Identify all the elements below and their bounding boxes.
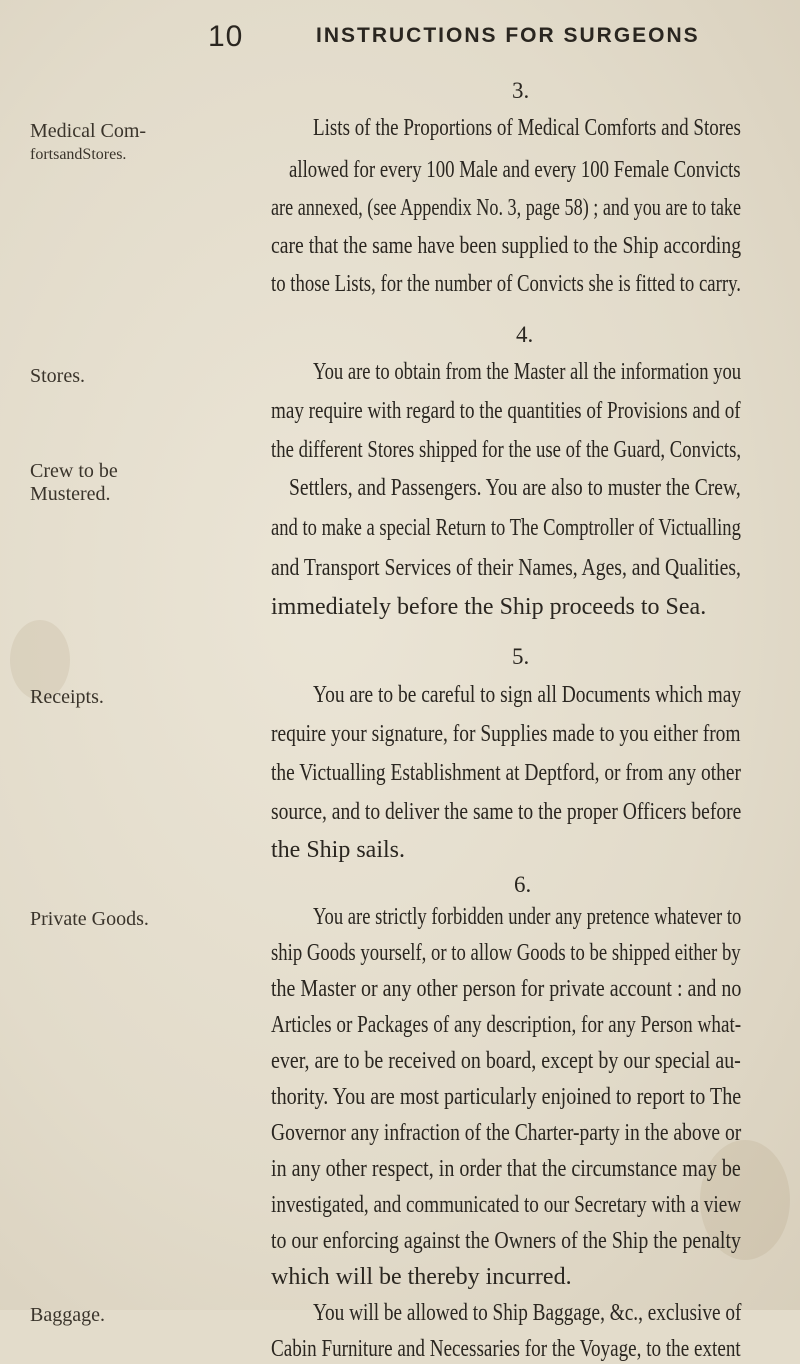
margin-note (30, 1304, 210, 1327)
section-number: 3. (512, 78, 530, 103)
margin-note-line: Private Goods. (30, 908, 149, 930)
text-line: You are to be careful to sign all Documents which may (313, 682, 742, 708)
margin-note-line: fortsandStores. (30, 146, 127, 163)
section-number: 5. (512, 644, 530, 669)
margin-note (30, 460, 210, 506)
text-line: You will be allowed to Ship Baggage, &c., exclusive of (313, 1300, 742, 1326)
section-number: 4. (516, 322, 534, 347)
margin-note-line: Mustered. (30, 483, 111, 505)
text-line: the Ship sails. (271, 837, 406, 863)
text-line: source, and to deliver the same to the proper Officers before (271, 799, 742, 825)
text-line: which will be thereby incurred. (271, 1264, 572, 1290)
margin-note-line: Baggage. (30, 1304, 105, 1326)
text-line: the Master or any other person for private account : and no (271, 976, 742, 1002)
text-line: allowed for every 100 Male and every 100 Female Convicts (289, 157, 741, 183)
page-number: 10 (208, 20, 244, 53)
text-line: ever, are to be received on board, except by our special au- (271, 1048, 741, 1074)
margin-note (30, 365, 210, 388)
text-line: Lists of the Proportions of Medical Comforts and Stores (313, 115, 741, 141)
margin-note-line: Receipts. (30, 686, 104, 708)
text-line: and to make a special Return to The Comptroller of Victualling (271, 515, 741, 541)
text-line: care that the same have been supplied to the Ship according (271, 233, 742, 259)
margin-note-line: Medical Com- (30, 120, 147, 142)
margin-note-line: Stores. (30, 365, 85, 387)
margin-note-line: Crew to be (30, 460, 118, 482)
text-line: and Transport Services of their Names, Ages, and Qualities, (271, 555, 741, 581)
text-line: investigated, and communicated to our Secretary with a view (271, 1192, 742, 1218)
section-number: 6. (514, 872, 532, 897)
text-line: ship Goods yourself, or to allow Goods to be shipped either by (271, 940, 741, 966)
text-line: in any other respect, in order that the circumstance may be (271, 1156, 741, 1182)
margin-note (30, 120, 210, 166)
text-line: Cabin Furniture and Necessaries for the Voyage, to the extent (271, 1336, 741, 1362)
text-line: the different Stores shipped for the use of the Guard, Convicts, (271, 437, 742, 463)
text-line: immediately before the Ship proceeds to Sea. (271, 594, 707, 620)
text-line: may require with regard to the quantities of Provisions and of (271, 398, 741, 424)
text-line: Governor any infraction of the Charter-party in the above or (271, 1120, 742, 1146)
text-line: Settlers, and Passengers. You are also to muster the Crew, (289, 475, 741, 501)
running-head: INSTRUCTIONS FOR SURGEONS (316, 24, 700, 47)
margin-note (30, 908, 210, 931)
margin-note (30, 686, 210, 709)
text-line: Articles or Packages of any description, for any Person what- (271, 1012, 742, 1038)
text-line: to our enforcing against the Owners of the Ship the penalty (271, 1228, 741, 1254)
text-line: are annexed, (see Appendix No. 3, page 58) ; and you are to take (271, 195, 742, 221)
text-line: require your signature, for Supplies made to you either from (271, 721, 741, 747)
text-line: the Victualling Establishment at Deptford, or from any other (271, 760, 741, 786)
text-line: You are strictly forbidden under any pretence whatever to (313, 904, 742, 930)
page-header (0, 18, 800, 54)
text-line: to those Lists, for the number of Convicts she is fitted to carry. (271, 271, 741, 297)
text-line: thority. You are most particularly enjoined to report to The (271, 1084, 742, 1110)
text-line: You are to obtain from the Master all the information you (313, 359, 742, 385)
